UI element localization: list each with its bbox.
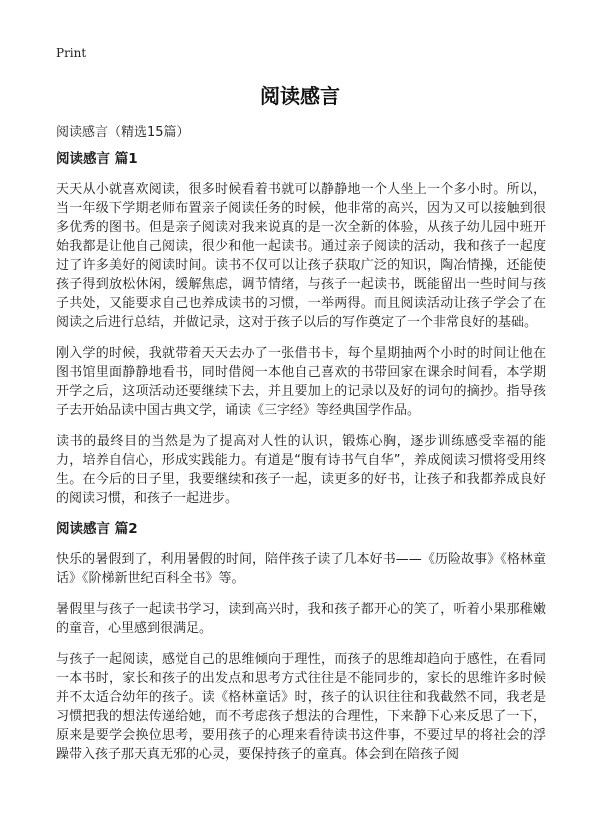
paragraph: 刚入学的时候，我就带着天天去办了一张借书卡，每个星期抽两个小时的时间让他在图书馆里面静静地看书，同时借阅一本他自己喜欢的书带回家在课余时间看，本学期开学之后，这项活动还要继续下去，并且要加上的记录以及好的词句的摘抄。指导孩子去开始品读中国古典文学，诵读《三字经》等经典国学作品。 (56, 346, 546, 418)
print-label: Print (56, 46, 87, 60)
section-heading: 阅读感言 篇1 (56, 151, 138, 167)
document-body (56, 150, 546, 776)
paragraph: 天天从小就喜欢阅读，很多时候看着书就可以静静地一个人坐上一个多小时。所以，当一年级下学期老师布置亲子阅读任务的时候，他非常的高兴，因为又可以接触到很多优秀的图书。但是亲子阅读对我来说真的是一次全新的体验，从孩子幼儿园中班开始我都是让他自己阅读，很少和他一起读书。通过亲子阅读的活动，我和孩子一起度过了许多美好的阅读时间。读书不仅可以让孩子获取广泛的知识，陶冶情操，还能使孩子得到放松休闲，缓解焦虑，调节情绪，与孩子一起读书，既能留出一些时间与孩子共处，又能要求自己也养成读书的习惯，一举两得。而且阅读活动让孩子学会了在阅读之后进行总结，并做记录，这对于孩子以后的写作奠定了一个非常良好的基础。 (56, 182, 546, 330)
section-2 (56, 520, 546, 764)
section-1 (56, 150, 546, 508)
paragraph: 与孩子一起阅读，感觉自己的思维倾向于理性，而孩子的思维却趋向于感性，在看同一本书时，家长和孩子的出发点和思考方式往往是不能同步的，家长的思维许多时候并不太适合幼年的孩子。读《格林童话》时，孩子的认识往往和我截然不同，我老是习惯把我的想法传递给她，而不考虑孩子想法的合理性，下来静下心来反思了一下，原来是要学会换位思考，要用孩子的心理来看待读书这件事，不要过早的将社会的浮躁带入孩子那天真无邪的心灵，要保持孩子的童真。体会到在陪孩子阅 (56, 652, 546, 762)
paragraph: 快乐的暑假到了，利用暑假的时间，陪伴孩子读了几本好书——《历险故事》《格林童话》《阶梯新世纪百科全书》等。 (56, 552, 546, 586)
page-title: 阅读感言 (260, 84, 340, 108)
section-heading: 阅读感言 篇2 (56, 521, 138, 537)
document-subtitle: 阅读感言（精选15篇） (56, 125, 190, 140)
paragraph: 暑假里与孩子一起读书学习，读到高兴时，我和孩子都开心的笑了，听着小果那稚嫩的童音，心里感到很满足。 (56, 602, 546, 636)
paragraph: 读书的最终目的当然是为了提高对人性的认识，锻炼心胸，逐步训练感受幸福的能力，培养自信心，形成实践能力。有道是“腹有诗书气自华”，养成阅读习惯将受用终生。在今后的日子里，我要继续和孩子一起，读更多的好书，让孩子和我都养成良好的阅读习惯，和孩子一起进步。 (56, 434, 546, 506)
